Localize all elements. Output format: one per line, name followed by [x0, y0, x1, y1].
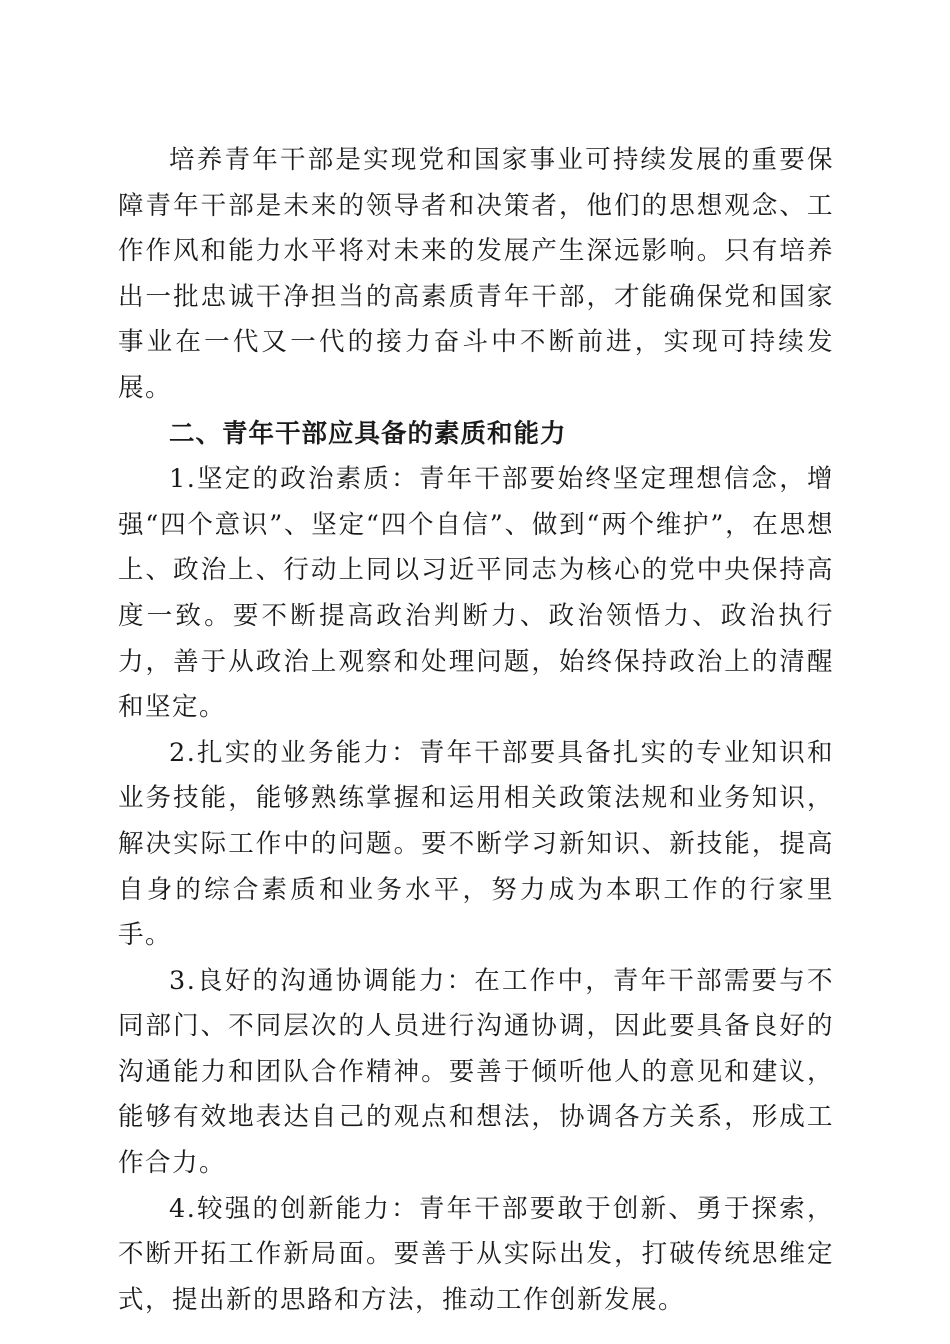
document-body: [118, 138, 834, 1323]
paragraph-innovation-ability: 4.较强的创新能力：青年干部要敢于创新、勇于探索，不断开拓工作新局面。要善于从实际出发，打破传统思维定式，提出新的思路和方法，推动工作创新发展。: [118, 1193, 834, 1315]
paragraph-intro: 培养青年干部是实现党和国家事业可持续发展的重要保障青年干部是未来的领导者和决策者，他们的思想观念、工作作风和能力水平将对未来的发展产生深远影响。只有培养出一批忠诚干净担当的高素质青年干部，才能确保党和国家事业在一代又一代的接力奋斗中不断前进，实现可持续发展。: [118, 145, 834, 403]
paragraph-business-ability: 2.扎实的业务能力：青年干部要具备扎实的专业知识和业务技能，能够熟练掌握和运用相关政策法规和业务知识，解决实际工作中的问题。要不断学习新知识、新技能，提高自身的综合素质和业务水平，努力成为本职工作的行家里手。: [118, 737, 834, 951]
paragraph-political-quality: 1.坚定的政治素质：青年干部要始终坚定理想信念，增强“四个意识”、坚定“四个自信”、做到“两个维护”，在思想上、政治上、行动上同以习近平同志为核心的党中央保持高度一致。要不断提高政治判断力、政治领悟力、政治执行力，善于从政治上观察和处理问题，始终保持政治上的清醒和坚定。: [118, 464, 834, 723]
paragraph-communication-ability: 3.良好的沟通协调能力：在工作中，青年干部需要与不同部门、不同层次的人员进行沟通协调，因此要具备良好的沟通能力和团队合作精神。要善于倾听他人的意见和建议，能够有效地表达自己的观点和想法，协调各方关系，形成工作合力。: [118, 965, 834, 1179]
section-heading: 二、青年干部应具备的素质和能力: [169, 418, 567, 449]
